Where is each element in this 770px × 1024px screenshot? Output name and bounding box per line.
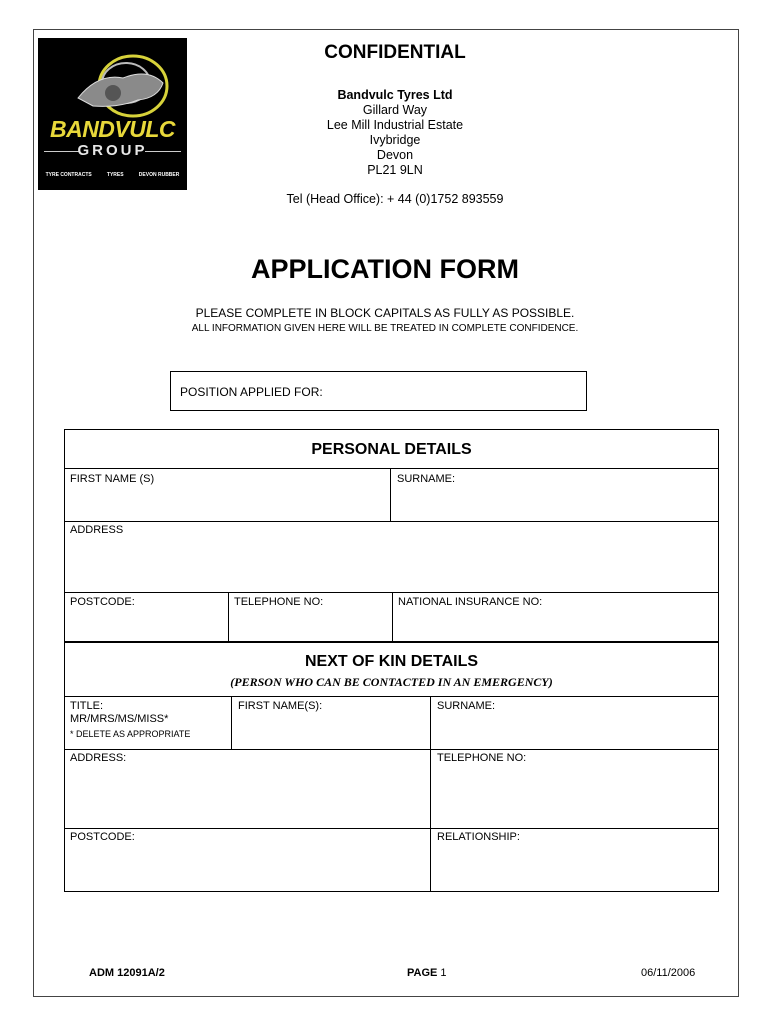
kin-title-label: TITLE: — [70, 700, 104, 712]
telephone-label: TELEPHONE NO: — [234, 596, 324, 608]
logo-emblem-icon — [38, 38, 187, 190]
address-label: ADDRESS — [70, 524, 124, 536]
kin-relationship-field[interactable] — [431, 829, 718, 891]
logo-sub-1: TYRE CONTRACTS — [45, 172, 92, 178]
logo-sub-3: DEVON RUBBER — [138, 172, 180, 178]
kin-first-names-field[interactable] — [232, 697, 430, 749]
kin-postcode-field[interactable] — [65, 829, 430, 891]
delete-note: * DELETE AS APPROPRIATE — [70, 729, 191, 739]
logo-group: GROUP — [77, 142, 148, 159]
first-name-field[interactable] — [65, 469, 390, 521]
page-num: 1 — [440, 967, 447, 979]
first-name-label: FIRST NAME (S) — [70, 473, 155, 485]
address-line-5: PL21 9LN — [367, 163, 423, 177]
address-line-1: Gillard Way — [362, 103, 428, 117]
address-field[interactable] — [65, 522, 718, 592]
address-line-3: Ivybridge — [369, 133, 421, 147]
kin-surname-label: SURNAME: — [437, 700, 496, 712]
ni-number-field[interactable] — [393, 593, 718, 641]
form-date: 06/11/2006 — [641, 967, 696, 979]
company-logo — [38, 38, 187, 190]
instruction-2: ALL INFORMATION GIVEN HERE WILL BE TREATED IN COMPLETE CONFIDENCE. — [191, 323, 579, 334]
logo-sub-2: TYRES — [106, 172, 124, 178]
confidential-heading: CONFIDENTIAL — [324, 42, 466, 63]
kin-telephone-label: TELEPHONE NO: — [437, 752, 527, 764]
position-applied-field[interactable] — [170, 371, 587, 411]
position-label: POSITION APPLIED FOR: — [180, 385, 323, 399]
kin-title-options: MR/MRS/MS/MISS* — [70, 713, 169, 725]
ni-number-label: NATIONAL INSURANCE NO: — [398, 596, 543, 608]
form-reference: ADM 12091A/2 — [89, 967, 165, 979]
next-of-kin-subheading: (PERSON WHO CAN BE CONTACTED IN AN EMERGENCY) — [230, 675, 553, 689]
kin-telephone-field[interactable] — [431, 750, 718, 828]
page-label: PAGE — [407, 967, 438, 979]
postcode-field[interactable] — [65, 593, 228, 641]
address-line-2: Lee Mill Industrial Estate — [326, 118, 464, 132]
personal-details-heading: PERSONAL DETAILS — [311, 441, 472, 458]
logo-brand: BANDVULC — [49, 116, 176, 142]
surname-label: SURNAME: — [397, 473, 456, 485]
address-line-4: Devon — [376, 148, 414, 162]
head-office-phone: Tel (Head Office): + 44 (0)1752 893559 — [286, 192, 504, 206]
kin-address-label: ADDRESS: — [70, 752, 127, 764]
next-of-kin-heading: NEXT OF KIN DETAILS — [304, 653, 479, 670]
kin-address-field[interactable] — [65, 750, 430, 828]
instruction-1: PLEASE COMPLETE IN BLOCK CAPITALS AS FULLY AS POSSIBLE. — [195, 306, 575, 320]
form-title: APPLICATION FORM — [251, 254, 519, 284]
telephone-field[interactable] — [229, 593, 392, 641]
company-name: Bandvulc Tyres Ltd — [337, 88, 453, 102]
kin-postcode-label: POSTCODE: — [70, 831, 135, 843]
postcode-label: POSTCODE: — [70, 596, 135, 608]
surname-field[interactable] — [391, 469, 718, 521]
kin-relationship-label: RELATIONSHIP: — [437, 831, 520, 843]
kin-first-names-label: FIRST NAME(S): — [238, 700, 323, 712]
kin-title-field[interactable] — [65, 697, 231, 749]
page-number — [407, 967, 447, 979]
kin-surname-field[interactable] — [431, 697, 718, 749]
